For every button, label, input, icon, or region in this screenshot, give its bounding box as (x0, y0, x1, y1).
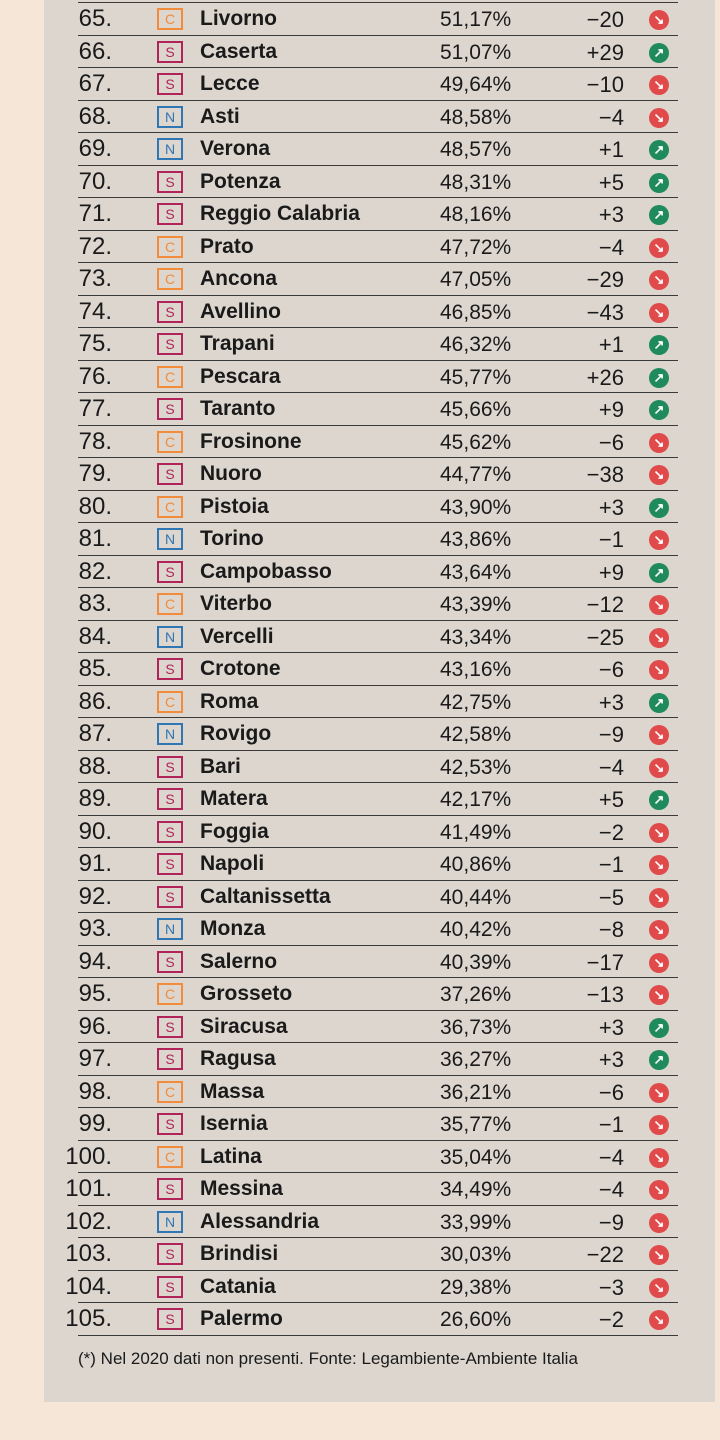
area-badge: S (157, 853, 183, 875)
position-change: +29 (586, 39, 624, 65)
percentage-value: 36,73% (440, 1015, 512, 1039)
table-row (78, 751, 678, 784)
percentage-value: 40,39% (440, 950, 512, 974)
rank-number: 66. (78, 37, 112, 65)
city-name: Lecce (200, 72, 260, 95)
table-row (78, 133, 678, 166)
position-change: −1 (598, 852, 624, 877)
position-change: +3 (598, 1047, 624, 1072)
table-row (78, 913, 678, 946)
percentage-value: 45,62% (440, 430, 512, 454)
arrow-down-right-icon: ↘ (649, 1148, 669, 1168)
position-change: −17 (586, 949, 624, 975)
table-row (78, 296, 678, 329)
rank-number: 68. (78, 102, 112, 130)
area-badge: S (157, 1016, 183, 1038)
percentage-value: 46,32% (440, 333, 512, 356)
area-badge: S (157, 951, 183, 973)
arrow-down-right-icon: ↘ (649, 1083, 669, 1103)
arrow-down-right-icon: ↘ (649, 10, 669, 30)
rank-number: 86. (78, 687, 112, 715)
percentage-value: 43,16% (440, 658, 512, 681)
arrow-down-right-icon: ↘ (649, 823, 669, 843)
area-badge: N (157, 723, 183, 745)
table-row (78, 198, 678, 231)
arrow-up-right-icon: ↗ (649, 335, 669, 355)
city-name: Ragusa (200, 1047, 276, 1070)
area-badge: N (157, 918, 183, 940)
percentage-value: 42,75% (440, 690, 512, 714)
percentage-value: 42,53% (440, 755, 512, 779)
city-name: Asti (200, 104, 240, 128)
city-name: Verona (200, 137, 271, 160)
rank-number: 74. (78, 297, 112, 325)
table-row (65, 1271, 678, 1304)
area-badge: C (157, 1146, 183, 1168)
rank-number: 67. (78, 70, 112, 97)
percentage-value: 43,34% (440, 625, 512, 649)
table-row (65, 1206, 678, 1239)
arrow-down-right-icon: ↘ (649, 855, 669, 875)
area-badge: S (157, 658, 183, 680)
percentage-value: 48,58% (440, 105, 512, 129)
table-row (78, 881, 678, 914)
table-row (78, 36, 678, 69)
arrow-down-right-icon: ↘ (649, 1245, 669, 1265)
area-badge: S (157, 1048, 183, 1070)
table-row (78, 166, 678, 199)
arrow-down-right-icon: ↘ (649, 725, 669, 745)
rank-number: 72. (78, 232, 112, 260)
position-change: +9 (598, 397, 624, 422)
percentage-value: 30,03% (440, 1243, 512, 1266)
city-name: Reggio Calabria (200, 202, 360, 225)
rank-number: 79. (78, 460, 112, 487)
table-row (78, 68, 678, 101)
position-change: −13 (586, 982, 624, 1007)
arrow-down-right-icon: ↘ (649, 888, 669, 908)
percentage-value: 33,99% (440, 1210, 512, 1234)
city-name: Prato (200, 234, 254, 258)
rank-number: 71. (78, 200, 112, 227)
area-badge: S (157, 821, 183, 843)
table-row (78, 1043, 678, 1076)
position-change: −9 (598, 1209, 624, 1235)
rank-number: 96. (78, 1012, 112, 1040)
position-change: −6 (598, 429, 624, 455)
area-badge: C (157, 431, 183, 453)
area-badge: S (157, 756, 183, 778)
city-name: Viterbo (200, 592, 272, 615)
area-badge: C (157, 366, 183, 388)
area-badge: S (157, 41, 183, 63)
rank-number: 84. (78, 622, 112, 650)
table-row (65, 1141, 678, 1174)
rank-number: 76. (78, 362, 112, 390)
position-change: −4 (598, 754, 624, 780)
table-row (78, 491, 678, 524)
rank-number: 88. (78, 752, 112, 780)
table-row (78, 556, 678, 589)
area-badge: S (157, 333, 183, 355)
percentage-value: 35,04% (440, 1145, 512, 1169)
position-change: −43 (586, 299, 624, 325)
arrow-down-right-icon: ↘ (649, 758, 669, 778)
position-change: −1 (598, 527, 624, 552)
city-name: Palermo (200, 1307, 283, 1330)
position-change: −1 (598, 1112, 624, 1137)
area-badge: S (157, 1243, 183, 1265)
area-badge: C (157, 268, 183, 290)
city-name: Matera (200, 787, 268, 810)
position-change: +5 (598, 169, 624, 195)
percentage-value: 48,16% (440, 203, 512, 226)
rank-number: 82. (78, 557, 112, 585)
position-change: −22 (586, 1242, 624, 1267)
area-badge: C (157, 496, 183, 518)
city-name: Pistoia (200, 494, 269, 518)
rank-number: 85. (78, 655, 112, 682)
arrow-down-right-icon: ↘ (649, 303, 669, 323)
percentage-value: 26,60% (440, 1308, 512, 1331)
percentage-value: 36,27% (440, 1048, 512, 1071)
percentage-value: 36,21% (440, 1080, 512, 1104)
percentage-value: 40,86% (440, 853, 512, 876)
area-badge: N (157, 626, 183, 648)
table-row (65, 1303, 678, 1336)
arrow-down-right-icon: ↘ (649, 1180, 669, 1200)
percentage-value: 51,07% (440, 40, 512, 64)
table-row (78, 588, 678, 621)
city-name: Trapani (200, 332, 275, 355)
rank-number: 78. (78, 427, 112, 455)
position-change: −4 (598, 1144, 624, 1170)
city-name: Campobasso (200, 559, 332, 583)
table-row (78, 783, 678, 816)
area-badge: S (157, 203, 183, 225)
rank-number: 75. (78, 330, 112, 357)
arrow-down-right-icon: ↘ (649, 1310, 669, 1330)
city-name: Salerno (200, 949, 278, 973)
table-row (78, 1076, 678, 1109)
arrow-up-right-icon: ↗ (649, 1050, 669, 1070)
arrow-down-right-icon: ↘ (649, 985, 669, 1005)
arrow-down-right-icon: ↘ (649, 920, 669, 940)
city-name: Crotone (200, 657, 281, 680)
arrow-down-right-icon: ↘ (649, 433, 669, 453)
arrow-up-right-icon: ↗ (649, 205, 669, 225)
percentage-value: 48,57% (440, 138, 512, 161)
rank-number: 94. (78, 947, 112, 975)
rank-number: 90. (78, 817, 112, 845)
table-row (78, 946, 678, 979)
rank-number: 97. (78, 1045, 112, 1072)
percentage-value: 42,58% (440, 723, 512, 746)
city-name: Pescara (200, 364, 281, 388)
position-change: −6 (598, 657, 624, 682)
rank-number: 87. (78, 720, 112, 747)
city-name: Foggia (200, 819, 269, 843)
position-change: −4 (598, 1177, 624, 1202)
city-name: Caserta (200, 39, 278, 63)
percentage-value: 35,77% (440, 1113, 512, 1136)
area-badge: S (157, 301, 183, 323)
position-change: −20 (586, 7, 624, 32)
table-row (78, 621, 678, 654)
rank-number: 89. (78, 785, 112, 812)
city-name: Ancona (200, 267, 278, 290)
percentage-value: 47,05% (440, 268, 512, 291)
position-change: +1 (598, 332, 624, 357)
position-change: +3 (598, 1014, 624, 1040)
rank-number: 65. (78, 5, 112, 32)
area-badge: S (157, 886, 183, 908)
rank-number: 93. (78, 915, 112, 942)
city-name: Messina (200, 1177, 283, 1200)
rank-number: 98. (78, 1077, 112, 1105)
position-change: −6 (598, 1079, 624, 1105)
position-change: −38 (586, 462, 624, 487)
arrow-down-right-icon: ↘ (649, 238, 669, 258)
arrow-up-right-icon: ↗ (649, 1018, 669, 1038)
arrow-up-right-icon: ↗ (649, 790, 669, 810)
table-row (78, 1011, 678, 1044)
city-name: Grosseto (200, 982, 293, 1005)
city-name: Taranto (200, 397, 276, 420)
city-name: Brindisi (200, 1242, 279, 1265)
city-name: Isernia (200, 1112, 268, 1135)
city-name: Massa (200, 1079, 265, 1103)
rank-number: 80. (78, 492, 112, 520)
area-badge: S (157, 788, 183, 810)
percentage-value: 41,49% (440, 820, 512, 844)
arrow-down-right-icon: ↘ (649, 953, 669, 973)
table-row (78, 816, 678, 849)
city-name: Caltanissetta (200, 884, 331, 908)
city-name: Torino (200, 527, 264, 550)
area-badge: C (157, 1081, 183, 1103)
arrow-up-right-icon: ↗ (649, 498, 669, 518)
percentage-value: 48,31% (440, 170, 512, 194)
position-change: −2 (598, 1307, 624, 1332)
arrow-down-right-icon: ↘ (649, 75, 669, 95)
arrow-down-right-icon: ↘ (649, 1115, 669, 1135)
rank-number: 77. (78, 395, 112, 422)
rank-number: 81. (78, 525, 112, 552)
rank-number: 91. (78, 850, 112, 877)
rank-number: 70. (78, 167, 112, 195)
arrow-down-right-icon: ↘ (649, 595, 669, 615)
table-row (78, 653, 678, 686)
position-change: +9 (598, 559, 624, 585)
table-row (78, 848, 678, 881)
rank-number: 101. (65, 1175, 112, 1202)
area-badge: S (157, 1276, 183, 1298)
percentage-value: 43,39% (440, 593, 512, 616)
arrow-down-right-icon: ↘ (649, 270, 669, 290)
area-badge: N (157, 138, 183, 160)
position-change: −12 (586, 592, 624, 617)
rank-number: 69. (78, 135, 112, 162)
ranking-table (65, 2, 678, 1336)
percentage-value: 43,64% (440, 560, 512, 584)
arrow-down-right-icon: ↘ (649, 660, 669, 680)
city-name: Latina (200, 1144, 262, 1168)
area-badge: S (157, 1113, 183, 1135)
position-change: −29 (586, 267, 624, 292)
position-change: +26 (586, 364, 624, 390)
source-footnote: (*) Nel 2020 dati non presenti. Fonte: Legambiente-Ambiente Italia (78, 1349, 578, 1368)
rank-number: 104. (65, 1272, 112, 1300)
area-badge: S (157, 1308, 183, 1330)
arrow-up-right-icon: ↗ (649, 693, 669, 713)
position-change: −9 (598, 722, 624, 747)
area-badge: C (157, 236, 183, 258)
area-badge: C (157, 593, 183, 615)
city-name: Monza (200, 917, 266, 940)
table-row (78, 231, 678, 264)
rank-number: 95. (78, 980, 112, 1007)
position-change: −3 (598, 1274, 624, 1300)
arrow-down-right-icon: ↘ (649, 628, 669, 648)
rank-number: 103. (65, 1240, 112, 1267)
table-row (78, 361, 678, 394)
city-name: Vercelli (200, 624, 274, 648)
arrow-down-right-icon: ↘ (649, 1213, 669, 1233)
percentage-value: 47,72% (440, 235, 512, 259)
area-badge: C (157, 691, 183, 713)
arrow-up-right-icon: ↗ (649, 400, 669, 420)
percentage-value: 42,17% (440, 788, 512, 811)
percentage-value: 43,90% (440, 495, 512, 519)
percentage-value: 45,77% (440, 365, 512, 389)
city-name: Rovigo (200, 722, 272, 745)
position-change: +3 (598, 494, 624, 520)
city-name: Catania (200, 1274, 276, 1298)
position-change: +5 (598, 787, 624, 812)
arrow-up-right-icon: ↗ (649, 140, 669, 160)
table-row (78, 686, 678, 719)
table-row (78, 1108, 678, 1141)
city-name: Napoli (200, 852, 265, 875)
rank-number: 92. (78, 882, 112, 910)
table-row (78, 328, 678, 361)
table-row (78, 523, 678, 556)
area-badge: S (157, 561, 183, 583)
area-badge: N (157, 106, 183, 128)
arrow-down-right-icon: ↘ (649, 530, 669, 550)
arrow-down-right-icon: ↘ (649, 1278, 669, 1298)
rank-number: 83. (78, 590, 112, 617)
position-change: −2 (598, 819, 624, 845)
position-change: +3 (598, 202, 624, 227)
percentage-value: 45,66% (440, 398, 512, 421)
position-change: −8 (598, 917, 624, 942)
city-name: Livorno (200, 7, 277, 30)
city-name: Nuoro (200, 462, 262, 485)
percentage-value: 34,49% (440, 1178, 512, 1201)
position-change: −4 (598, 104, 624, 130)
table-row (78, 393, 678, 426)
position-change: −10 (586, 72, 624, 97)
area-badge: C (157, 8, 183, 30)
area-badge: S (157, 463, 183, 485)
position-change: +1 (598, 137, 624, 162)
arrow-down-right-icon: ↘ (649, 108, 669, 128)
percentage-value: 40,44% (440, 885, 512, 909)
arrow-up-right-icon: ↗ (649, 43, 669, 63)
area-badge: S (157, 73, 183, 95)
percentage-value: 40,42% (440, 918, 512, 941)
area-badge: N (157, 1211, 183, 1233)
percentage-value: 51,17% (440, 8, 512, 31)
percentage-value: 37,26% (440, 983, 512, 1006)
rank-number: 102. (65, 1207, 112, 1235)
table-row (78, 263, 678, 296)
area-badge: N (157, 528, 183, 550)
table-row (78, 978, 678, 1011)
area-badge: S (157, 171, 183, 193)
arrow-up-right-icon: ↗ (649, 173, 669, 193)
area-badge: C (157, 983, 183, 1005)
arrow-down-right-icon: ↘ (649, 465, 669, 485)
arrow-up-right-icon: ↗ (649, 368, 669, 388)
table-row (78, 3, 678, 36)
city-name: Alessandria (200, 1209, 320, 1233)
city-name: Potenza (200, 169, 281, 193)
percentage-value: 29,38% (440, 1275, 512, 1299)
rank-number: 73. (78, 265, 112, 292)
percentage-value: 46,85% (440, 300, 512, 324)
rank-number: 105. (65, 1305, 112, 1332)
city-name: Siracusa (200, 1014, 288, 1038)
table-row (78, 458, 678, 491)
rank-number: 100. (65, 1142, 112, 1170)
rank-number: 99. (78, 1110, 112, 1137)
table-row (78, 426, 678, 459)
table-row (65, 1173, 678, 1206)
position-change: −4 (598, 234, 624, 260)
position-change: −25 (586, 624, 624, 650)
city-name: Bari (200, 754, 241, 778)
city-name: Frosinone (200, 429, 302, 453)
percentage-value: 49,64% (440, 73, 512, 96)
position-change: −5 (598, 884, 624, 910)
table-row (78, 101, 678, 134)
city-name: Roma (200, 689, 259, 713)
area-badge: S (157, 398, 183, 420)
table-row (65, 1238, 678, 1271)
table-row (78, 718, 678, 751)
area-badge: S (157, 1178, 183, 1200)
arrow-up-right-icon: ↗ (649, 563, 669, 583)
city-name: Avellino (200, 299, 281, 323)
position-change: +3 (598, 689, 624, 715)
percentage-value: 44,77% (440, 463, 512, 486)
percentage-value: 43,86% (440, 528, 512, 551)
